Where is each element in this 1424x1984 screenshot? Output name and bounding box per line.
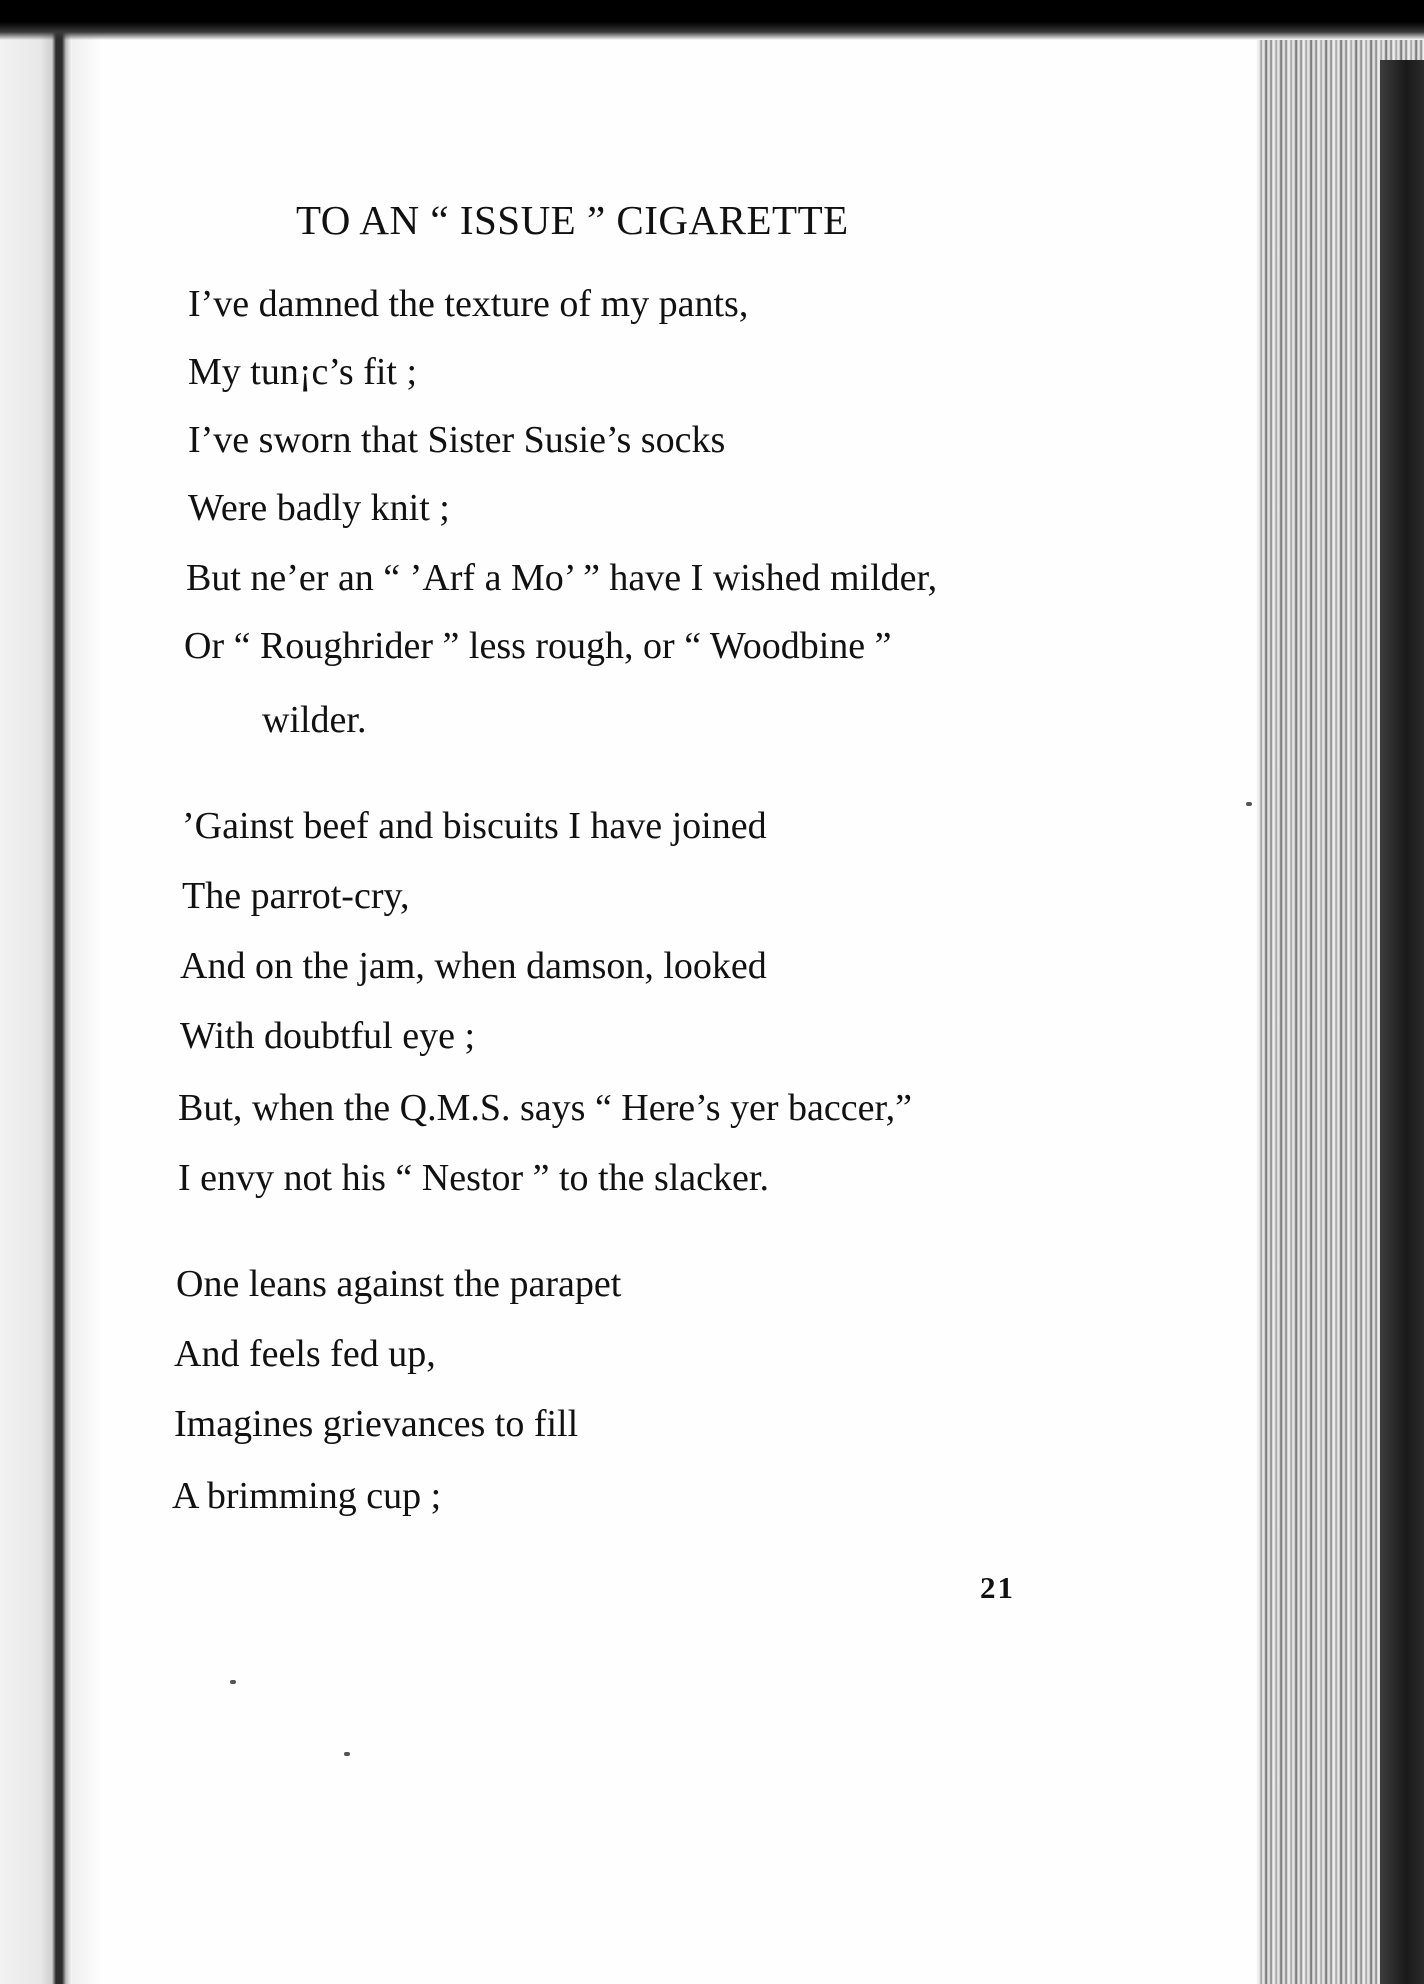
poem-line: Were badly knit ; [188,487,450,529]
poem-line: I envy not his “ Nestor ” to the slacker. [178,1157,769,1199]
poem-line: But ne’er an “ ’Arf a Mo’ ” have I wished milder, [186,557,938,599]
poem-line: The parrot-cry, [182,875,410,917]
poem-line: ’Gainst beef and biscuits I have joined [182,805,767,847]
poem-line: One leans against the parapet [176,1263,622,1305]
poem-line-indented: wilder. [262,699,367,741]
poem-line: And on the jam, when damson, looked [180,945,767,987]
poem-line: And feels fed up, [174,1333,436,1375]
page-number: 21 [980,1570,1015,1605]
poem-line: But, when the Q.M.S. says “ Here’s yer baccer,” [178,1087,912,1129]
poem-line: Or “ Roughrider ” less rough, or “ Woodbine ” [184,625,892,667]
poem-line: My tun¡c’s fit ; [188,351,418,393]
poem-line: Imagines grievances to fill [174,1403,579,1445]
poem-line: With doubtful eye ; [180,1015,476,1057]
poem-line: I’ve sworn that Sister Susie’s socks [188,419,726,461]
poem-line: I’ve damned the texture of my pants, [188,283,749,325]
poem-title: TO AN “ ISSUE ” CIGARETTE [296,197,849,243]
poem-line: A brimming cup ; [172,1475,442,1517]
